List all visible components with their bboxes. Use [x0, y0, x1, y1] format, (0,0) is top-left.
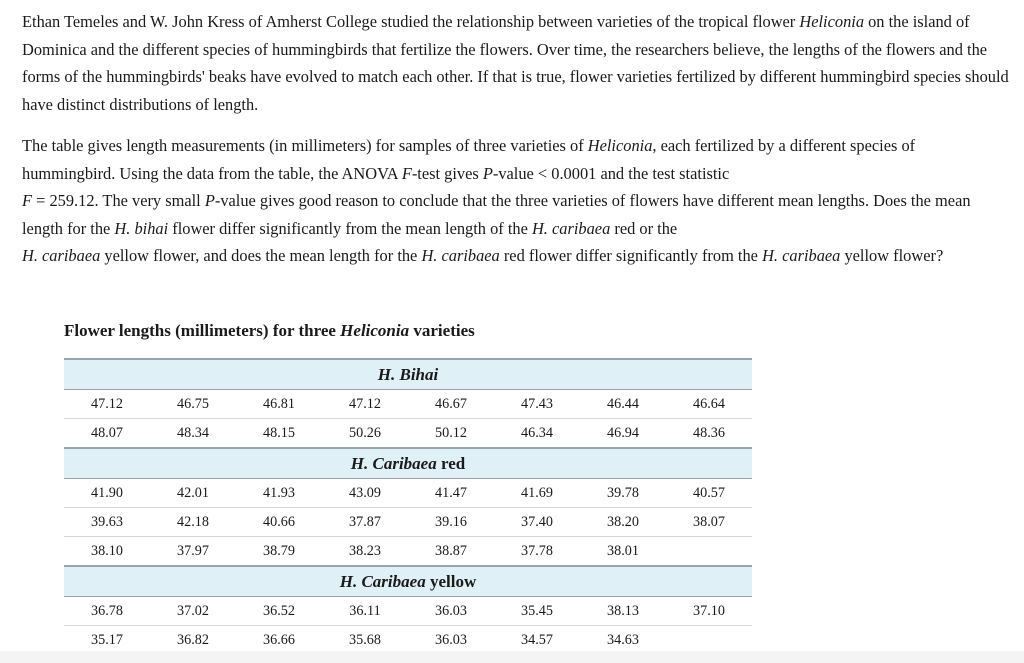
italic-term: Heliconia — [799, 12, 865, 31]
intro-paragraph — [22, 8, 1012, 118]
table-cell: 46.81 — [236, 390, 322, 419]
table-cell: 38.10 — [64, 537, 150, 567]
group-header-color: yellow — [425, 571, 477, 591]
table-cell: 37.87 — [322, 508, 408, 537]
table-cell: 47.12 — [64, 390, 150, 419]
table-cell: 48.15 — [236, 419, 322, 449]
table-cell: 38.87 — [408, 537, 494, 567]
group-header-color: red — [436, 453, 466, 473]
table-cell: 46.67 — [408, 390, 494, 419]
text-span: Ethan Temeles and W. John Kress of Amherst College studied the relationship between varieties of the tropical flower — [22, 12, 796, 31]
table-cell: 37.02 — [150, 597, 236, 626]
table-row — [64, 479, 752, 508]
italic-term: P — [482, 163, 493, 183]
table-cell: 38.13 — [580, 597, 666, 626]
table-cell: 37.97 — [150, 537, 236, 567]
table-cell: 39.63 — [64, 508, 150, 537]
text-span: on the island of Dominica and the different species of hummingbirds that fertilize the flowers. Over time, the researchers believe, the lengths of the flowers and the forms of the hummingbirds' beaks have evolved to match each other. If that is true, flower varieties fertilized by different hummingbird species should have distinct distributions of length. — [22, 12, 1009, 114]
table-cell: 42.18 — [150, 508, 236, 537]
table-row — [64, 508, 752, 537]
table-cell: 36.03 — [408, 626, 494, 656]
text-span: -test gives — [411, 163, 483, 183]
italic-term: F — [401, 163, 412, 183]
table-cell: 42.01 — [150, 479, 236, 508]
table-caption — [64, 321, 475, 341]
group-header-name: H. Caribaea — [339, 571, 426, 591]
italic-term: Heliconia — [587, 136, 653, 155]
group-header — [64, 448, 752, 479]
table-cell: 37.10 — [666, 597, 752, 626]
table-cell: 35.68 — [322, 626, 408, 656]
italic-term: H. caribaea — [531, 218, 611, 238]
caption-text: varieties — [409, 321, 475, 340]
table-cell: 50.26 — [322, 419, 408, 449]
text-span: red or the — [610, 218, 678, 238]
table-cell: 36.11 — [322, 597, 408, 626]
group-header-name: H. Bihai — [377, 364, 439, 384]
italic-term: H. caribaea — [22, 246, 101, 266]
italic-term: F — [22, 191, 33, 211]
question-paragraph — [22, 132, 1012, 270]
text-span: yellow flower, and does the mean length for the — [100, 246, 422, 266]
text-span: = 259.12. The very small — [32, 191, 205, 211]
group-header — [64, 566, 752, 597]
table-cell: 48.34 — [150, 419, 236, 449]
table-cell: 36.66 — [236, 626, 322, 656]
italic-term: H. caribaea — [762, 246, 841, 266]
text-span: flower differ significantly from the mean length of the — [168, 218, 532, 238]
table-cell: 46.44 — [580, 390, 666, 419]
table-cell: 48.36 — [666, 419, 752, 449]
table-cell: 47.43 — [494, 390, 580, 419]
table-cell: 47.12 — [322, 390, 408, 419]
table-cell: 36.52 — [236, 597, 322, 626]
table-cell: 50.12 — [408, 419, 494, 449]
table-row — [64, 390, 752, 419]
text-span: -value < 0.0001 and the test statistic — [492, 163, 730, 183]
text-span: red flower differ significantly from the — [499, 246, 763, 266]
table-cell: 41.47 — [408, 479, 494, 508]
table-cell: 36.78 — [64, 597, 150, 626]
italic-term: H. bihai — [114, 218, 169, 238]
table-cell: 36.03 — [408, 597, 494, 626]
table-cell: 46.75 — [150, 390, 236, 419]
text-span: , each fertilized by a different species of hummingbird. Using the data from the table, the ANOVA — [22, 136, 916, 183]
bottom-edge — [0, 651, 1024, 663]
table-cell: 39.78 — [580, 479, 666, 508]
flower-lengths-table — [64, 358, 752, 656]
table-cell: 46.64 — [666, 390, 752, 419]
text-span: -value gives good reason to conclude that the three varieties of flowers have different mean lengths. Does the mean length for the — [22, 191, 971, 238]
table-cell: 43.09 — [322, 479, 408, 508]
group-header-row — [64, 448, 752, 479]
caption-italic: Heliconia — [340, 321, 410, 340]
group-header-row — [64, 566, 752, 597]
table-cell: 46.94 — [580, 419, 666, 449]
table-cell: 38.79 — [236, 537, 322, 567]
table-cell: 38.20 — [580, 508, 666, 537]
table-cell: 46.34 — [494, 419, 580, 449]
table-cell — [666, 537, 752, 567]
table-cell: 36.82 — [150, 626, 236, 656]
table-cell: 39.16 — [408, 508, 494, 537]
text-span: yellow flower? — [840, 246, 944, 266]
table-row — [64, 537, 752, 567]
table-cell: 35.17 — [64, 626, 150, 656]
table-cell: 37.40 — [494, 508, 580, 537]
italic-term: P — [204, 191, 215, 211]
table-cell: 40.66 — [236, 508, 322, 537]
group-header-row — [64, 359, 752, 390]
table-row — [64, 419, 752, 449]
group-header — [64, 359, 752, 390]
table-cell: 38.07 — [666, 508, 752, 537]
group-header-name: H. Caribaea — [350, 453, 437, 473]
table-cell: 38.23 — [322, 537, 408, 567]
table-cell: 38.01 — [580, 537, 666, 567]
table-cell: 41.93 — [236, 479, 322, 508]
text-span: The table gives length measurements (in millimeters) for samples of three varieties of — [22, 136, 588, 155]
table-cell: 34.57 — [494, 626, 580, 656]
table-cell: 35.45 — [494, 597, 580, 626]
table-cell: 34.63 — [580, 626, 666, 656]
table-cell: 41.69 — [494, 479, 580, 508]
table-cell: 41.90 — [64, 479, 150, 508]
table-cell: 40.57 — [666, 479, 752, 508]
table-cell: 37.78 — [494, 537, 580, 567]
caption-text: Flower lengths (millimeters) for three — [64, 321, 341, 340]
table-cell: 48.07 — [64, 419, 150, 449]
table-row — [64, 597, 752, 626]
italic-term: H. caribaea — [421, 246, 500, 266]
